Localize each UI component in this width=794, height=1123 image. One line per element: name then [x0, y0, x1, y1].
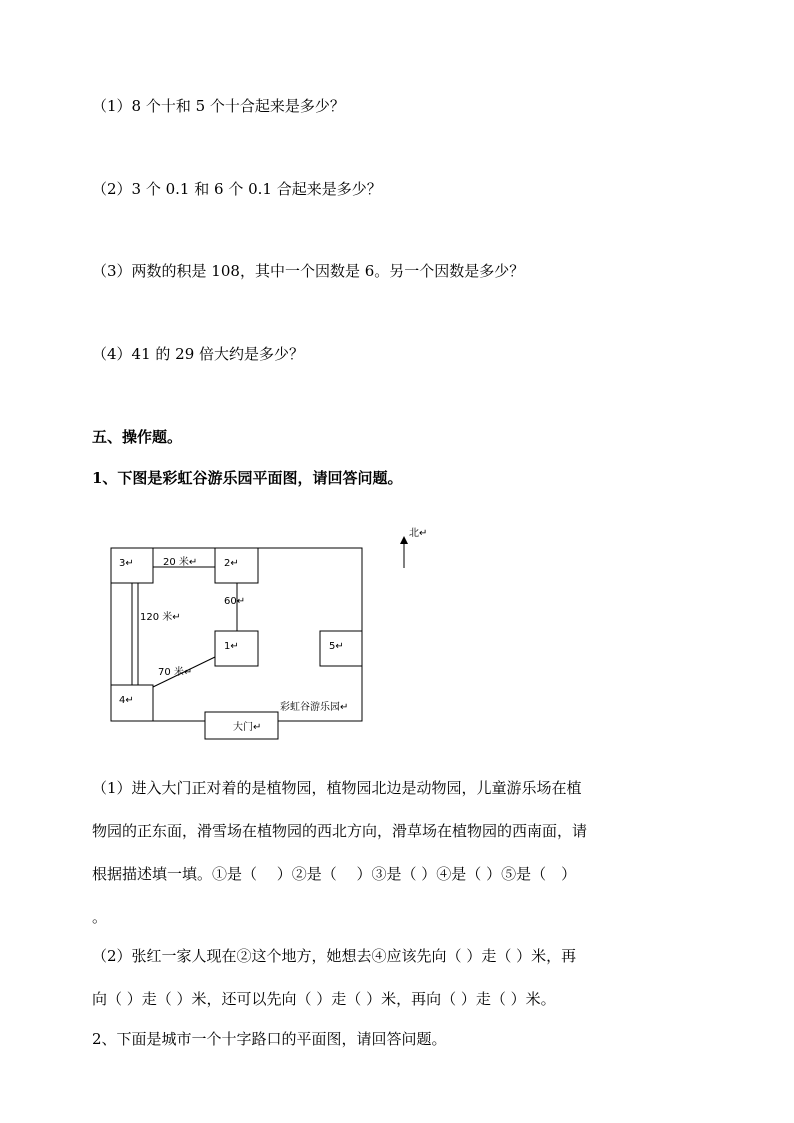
question-1: （1）8 个十和 5 个十合起来是多少？ — [92, 97, 345, 115]
sub-question-1 — [92, 767, 712, 939]
operation-item-2: 2、下面是城市一个十字路口的平面图，请回答问题。 — [92, 1030, 447, 1048]
box-3-label: 3↵ — [119, 558, 134, 569]
question-4: （4）41 的 29 倍大约是多少？ — [92, 345, 305, 363]
distance-4-1: 70 米↵ — [158, 667, 193, 678]
sub-question-1-line-2: 物园的正东面，滑雪场在植物园的西北方向，滑草场在植物园的西南面，请 — [92, 822, 588, 840]
box-5-label: 5↵ — [329, 641, 344, 652]
section-5-heading: 五、操作题。 — [92, 428, 183, 446]
north-arrow-head — [400, 536, 408, 544]
box-4-label: 4↵ — [119, 695, 134, 706]
park-name-label: 彩虹谷游乐园↵ — [280, 702, 349, 713]
question-3: （3）两数的积是 108，其中一个因数是 6。另一个因数是多少？ — [92, 262, 525, 280]
question-2: （2）3 个 0.1 和 6 个 0.1 合起来是多少？ — [92, 180, 382, 198]
operation-item-1: 1、下图是彩虹谷游乐园平面图，请回答问题。 — [92, 469, 403, 487]
sub-question-1-line-3: 根据描述填一填。①是（ ）②是（ ）③是（ ）④是（ ）⑤是（ ） — [92, 865, 577, 883]
box-2-label: 2↵ — [224, 558, 239, 569]
distance-3-4: 120 米↵ — [140, 612, 181, 623]
distance-2-1: 60↵ — [224, 596, 246, 607]
distance-3-2: 20 米↵ — [163, 557, 198, 568]
gate-label: 大门↵ — [233, 722, 262, 733]
sub-question-1-line-4: 。 — [92, 908, 108, 926]
north-label: 北↵ — [409, 528, 428, 539]
box-1-label: 1↵ — [224, 641, 239, 652]
sub-question-1-line-1: （1）进入大门正对着的是植物园，植物园北边是动物园，儿童游乐场在植 — [92, 779, 582, 797]
park-map — [100, 515, 440, 745]
sub-question-2-line-2: 向（ ）走（ ）米，还可以先向（ ）走（ ）米，再向（ ）走（ ）米。 — [92, 990, 556, 1008]
sub-question-2 — [92, 935, 712, 1021]
sub-question-2-line-1: （2）张红一家人现在②这个地方，她想去④应该先向（ ）走（ ）米，再 — [92, 947, 577, 965]
